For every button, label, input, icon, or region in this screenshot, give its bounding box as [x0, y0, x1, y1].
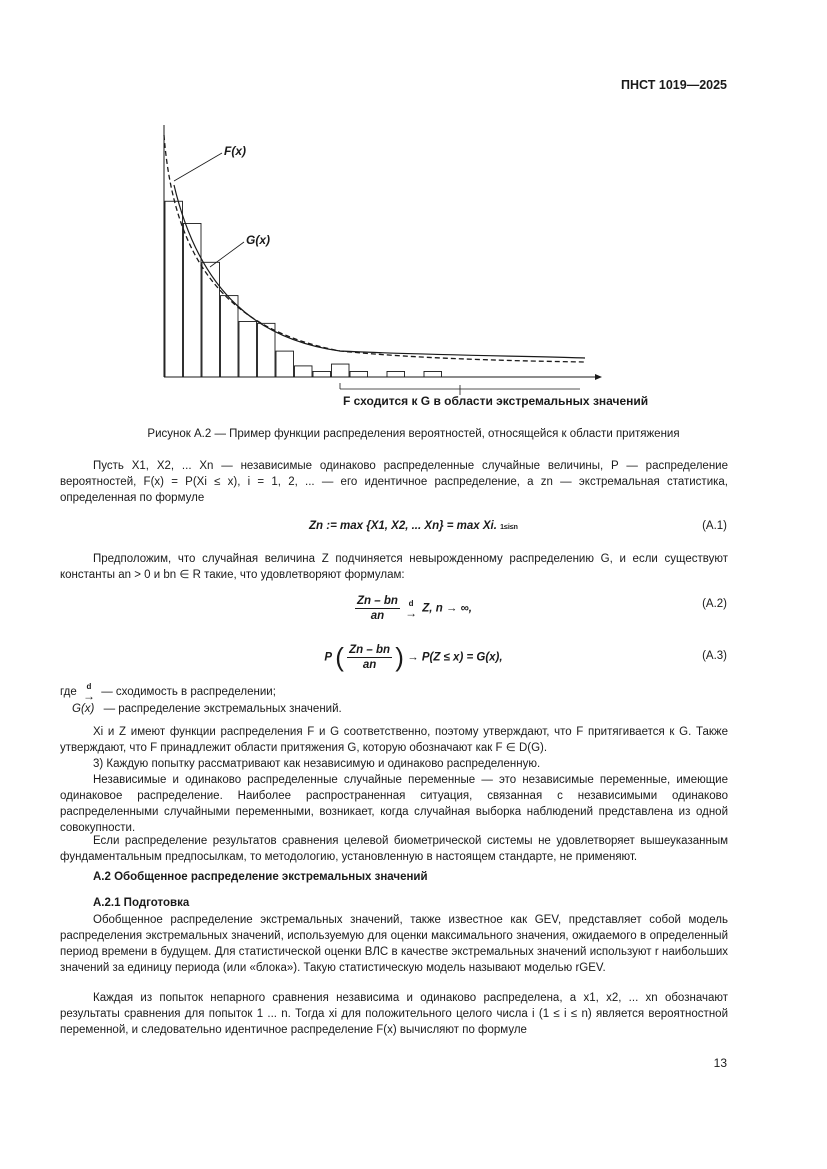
paragraph-6: Если распределение результатов сравнения целевой биометрической системы не удовлетворяет вышеуказанным фундаментальным предпосылкам, то методологию, установленную в настоящем стандарте, не применяют. [60, 835, 728, 863]
fraction-a3-numerator: Zn – bn [349, 644, 391, 656]
histogram-bar [165, 201, 183, 377]
histogram-bar [424, 371, 442, 377]
convergence-note: F сходится к G в области экстремальных значений [343, 394, 649, 408]
curve-G [174, 185, 585, 358]
curve-F [164, 135, 585, 362]
equation-a1-body: Zn := max {X1, X2, ... Xn} = max Xi. [309, 520, 497, 532]
histogram-bar [239, 322, 257, 378]
paragraph-7: Обобщенное распределение экстремальных значений, также известное как GEV, представляет собой модель распределения экстремальных значений, используемую для оценки максимального значения, ожидаемого в определенный период времени в будущем. Для статистической оценки ВЛС в качестве экстремальных значений используют r наибольших значений за единицу периода (или «блока»). Такую статистическую модель называют моделью rGEV. [60, 914, 728, 974]
fraction-a3-denominator: an [362, 659, 377, 671]
histogram-bar [258, 323, 276, 377]
where-lead: где [60, 686, 77, 699]
equation-a3-number: (A.3) [702, 650, 727, 662]
fraction-a3 [347, 643, 392, 672]
histogram-bar [387, 371, 405, 377]
histogram-bars [165, 201, 442, 377]
equation-a2-rest: Z, n → ∞, [422, 602, 473, 615]
where-line-2 [72, 703, 342, 715]
figure-caption: Рисунок А.2 — Пример функции распределения вероятностей, относящейся к области притяжения [147, 428, 680, 440]
histogram-bar [295, 366, 313, 377]
section-heading-a2: А.2 Обобщенное распределение экстремальных значений [93, 871, 428, 883]
histogram-bar [332, 364, 350, 377]
distribution-figure [140, 115, 660, 415]
histogram-bar [221, 296, 239, 377]
page-number: 13 [713, 1056, 727, 1070]
equation-a3: P ( $\frac{Zn - bn}{an}$ ) → P(Z ≤ x) = G(x), [324, 642, 503, 672]
paragraph-4: 3) Каждую попытку рассматривают как независимую и одинаково распределенную. [93, 758, 541, 770]
label-F: F(x) [224, 144, 246, 158]
convergence-arrow-icon: d → [405, 598, 418, 620]
where-desc-1: — сходимость в распределении; [101, 686, 276, 699]
where-arrow-icon: d → [83, 682, 95, 703]
paragraph-5: Независимые и одинаково распределенные случайные переменные — это независимые переменные, имеющие одинаковое распределение. Наиболее распространенная ситуация, связанная с независимыми одинаково распределенными случайными переменными, возникает, когда случайная выборка наблюдений представлена из одной совокупности. [60, 774, 728, 834]
fraction-a2 [355, 594, 400, 623]
histogram-bar [276, 351, 294, 377]
fraction-a2-denominator: an [370, 610, 385, 622]
histogram-bar [350, 371, 368, 377]
where-symbol-2: G(x) [72, 703, 95, 715]
x-axis-arrow-icon [595, 374, 602, 380]
leader-G [210, 242, 244, 267]
equation-a3-left: P [324, 651, 333, 664]
fraction-a2-numerator: Zn – bn [356, 595, 398, 607]
where-line-1 [60, 683, 276, 701]
paragraph-3: Xi и Z имеют функции распределения F и G соответственно, поэтому утверждают, что F притягивается к G. Также утверждают, что F принадлежит области притяжения G, которую обозначают как F ∈ D(G). [60, 726, 728, 754]
equation-a3-rest: → P(Z ≤ x) = G(x), [407, 651, 503, 664]
equation-a2-number: (A.2) [702, 598, 727, 610]
section-heading-a21: А.2.1 Подготовка [93, 897, 190, 909]
paragraph-8: Каждая из попыток непарного сравнения независима и одинаково распределена, а x1, x2, ... xn обозначают результаты сравнения для попыток 1 ... n. Тогда xi для положительного целого числа i (1 ≤ i ≤ n) является вероятностной переменной, и следовательно идентичное распределение F(x) вычисляют по формуле [60, 992, 728, 1036]
where-desc-2: — распределение экстремальных значений. [103, 703, 342, 715]
arrow-label-d: d [408, 598, 414, 608]
paragraph-2: Предположим, что случайная величина Z подчиняется невырожденному распределению G, и если существуют константы an > 0 и bn ∈ R такие, что удовлетворяют формулам: [60, 553, 728, 581]
leader-F [174, 153, 222, 181]
document-id: ПНСТ 1019—2025 [621, 78, 727, 92]
histogram-bar [313, 371, 331, 377]
equation-a1-subscript: 1≤i≤n [500, 524, 518, 531]
label-G: G(x) [246, 233, 270, 247]
paragraph-1: Пусть X1, X2, ... Xn — независимые одинаково распределенные случайные величины, P — распределение вероятностей, F(x) = P(Xi ≤ x), i = 1, 2, ... — его идентичное распределение, а zn — экстремальная статистика, определенная по формуле [60, 460, 728, 504]
where-arrow-label: d [86, 682, 92, 691]
histogram-bar [184, 223, 202, 377]
equation-a1-number: (A.1) [702, 520, 727, 532]
